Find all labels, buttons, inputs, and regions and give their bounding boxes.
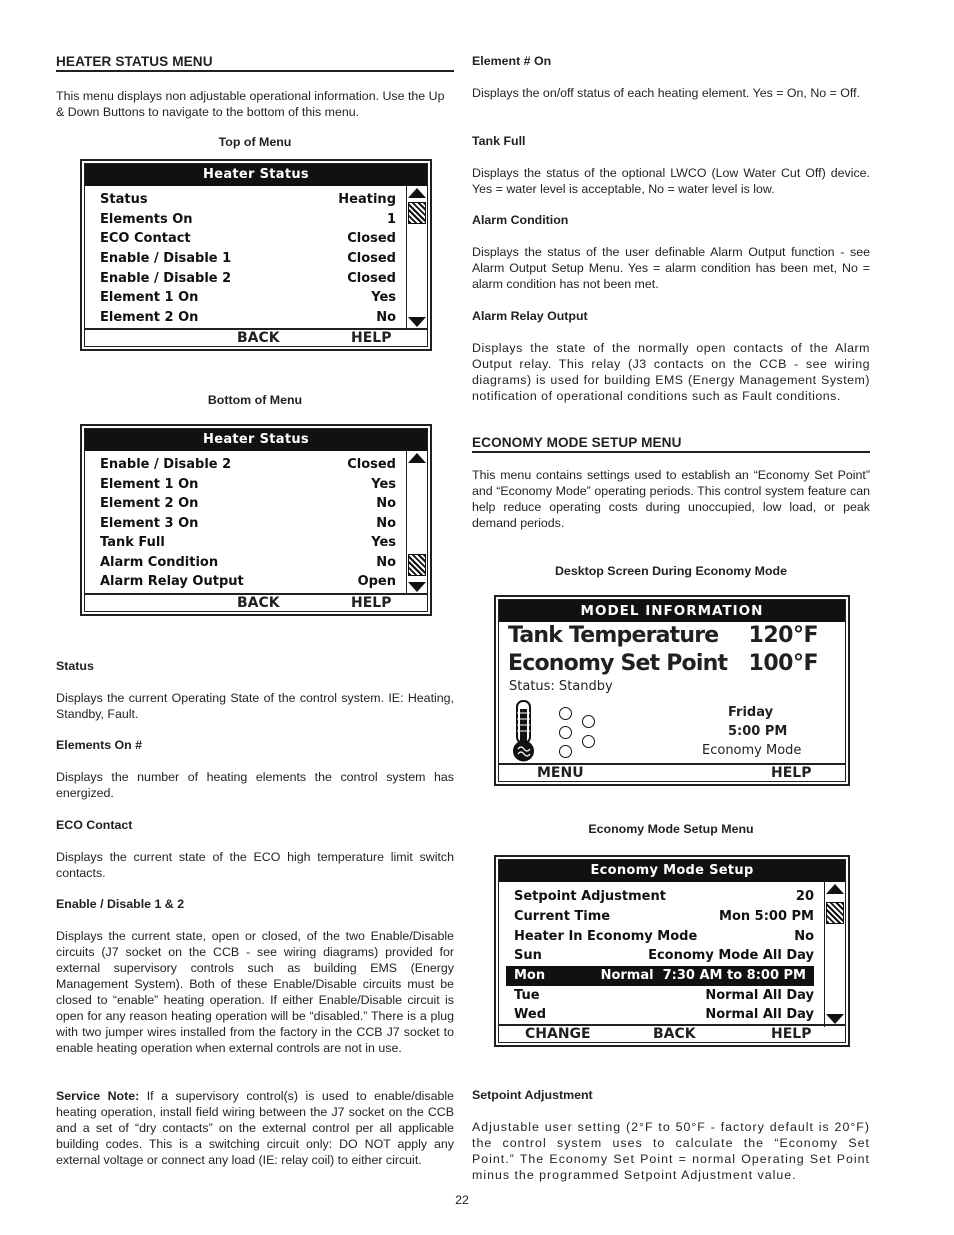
elements-heading: Elements On # — [56, 738, 143, 752]
scroll-down-icon[interactable] — [408, 317, 426, 327]
menu-row[interactable] — [100, 269, 396, 289]
alarm-condition-paragraph: Displays the status of the user definable Alarm Output function - see Alarm Output Setup Menu. Yes = alarm condition has been met, No = alarm condition has not been met. — [472, 245, 870, 291]
help-button[interactable]: HELP — [351, 330, 392, 346]
element-indicator-icon — [559, 707, 572, 720]
row-value: Normal All Day — [705, 1007, 814, 1022]
row-label: Mon — [514, 968, 546, 983]
row-label: Alarm Relay Output — [100, 574, 244, 589]
row-label: Tue — [514, 988, 540, 1003]
row-label: Element 1 On — [100, 290, 199, 305]
screen-footer — [499, 1024, 845, 1042]
eco-contact-heading: ECO Contact — [56, 818, 133, 832]
screen-footer — [85, 593, 427, 611]
row-label: Alarm Condition — [100, 555, 219, 570]
tank-full-heading: Tank Full — [472, 134, 526, 148]
row-value: Mon 5:00 PM — [719, 909, 814, 924]
help-button[interactable]: HELP — [771, 765, 812, 781]
screen-title: MODEL INFORMATION — [499, 600, 845, 622]
caption-top-of-menu: Top of Menu — [218, 135, 292, 149]
menu-row[interactable] — [100, 190, 396, 210]
economy-mode-heading: ECONOMY MODE SETUP MENU — [472, 435, 682, 450]
row-value: Economy Mode All Day — [648, 948, 814, 963]
menu-row[interactable] — [100, 308, 396, 328]
menu-row[interactable] — [100, 514, 396, 534]
row-value: Closed — [347, 457, 396, 472]
back-button[interactable]: BACK — [237, 330, 280, 346]
menu-button[interactable]: MENU — [537, 765, 584, 781]
element-indicator-icon — [559, 726, 572, 739]
alarm-condition-heading: Alarm Condition — [472, 213, 569, 227]
scrollbar[interactable] — [824, 882, 844, 1027]
scroll-down-icon[interactable] — [408, 582, 426, 592]
page-number: 22 — [455, 1193, 469, 1207]
alarm-relay-heading: Alarm Relay Output — [472, 309, 588, 323]
row-label: Sun — [514, 948, 542, 963]
menu-row[interactable] — [514, 986, 814, 1006]
elements-paragraph: Displays the number of heating elements the control system has energized. — [56, 770, 454, 800]
setpoint-adjustment-paragraph: Adjustable user setting (2°F to 50°F - factory default is 20°F) the control system uses to calculate the “Economy Set Point.” The Economy Set Point = normal Operating Set Point minus the programmed Setpoint Adjustment value. — [472, 1120, 870, 1182]
menu-row[interactable] — [514, 1005, 814, 1025]
menu-row[interactable] — [100, 455, 396, 475]
time-text: 5:00 PM — [728, 724, 788, 739]
row-value: No — [376, 496, 396, 511]
row-label: Heater In Economy Mode — [514, 929, 698, 944]
row-value: Heating — [338, 192, 396, 207]
row-label: Setpoint Adjustment — [514, 889, 666, 904]
caption-bottom-of-menu: Bottom of Menu — [207, 393, 303, 407]
row-label: Element 2 On — [100, 310, 199, 325]
row-label: Element 1 On — [100, 477, 199, 492]
tank-temperature-value: 120°F — [748, 623, 818, 648]
status-heading: Status — [56, 659, 94, 673]
menu-row[interactable] — [100, 249, 396, 269]
element-indicator-icon — [582, 735, 595, 748]
help-button[interactable]: HELP — [351, 595, 392, 611]
heater-status-heading: HEATER STATUS MENU — [56, 54, 213, 69]
back-button[interactable]: BACK — [237, 595, 280, 611]
menu-row[interactable] — [100, 475, 396, 495]
row-value: Normal All Day — [705, 988, 814, 1003]
scroll-down-icon[interactable] — [826, 1014, 844, 1024]
heater-status-screen-top — [80, 159, 432, 351]
enable-disable-heading: Enable / Disable 1 & 2 — [56, 897, 185, 911]
screen-title: Heater Status — [85, 429, 427, 451]
row-label: Element 2 On — [100, 496, 199, 511]
scroll-up-icon[interactable] — [408, 453, 426, 463]
status-paragraph: Displays the current Operating State of the control system. IE: Heating, Standby, Fault. — [56, 691, 454, 721]
service-note-text: If a supervisory control(s) is used to enable/disable heating operation, install field wiring between the J7 socket on the CCB and a set of “dry contacts” on the external control per all applicable building codes. This is a switching circuit only: DO NOT apply any external voltage or connect any load (IE: relay coil) to either circuit. — [56, 1089, 454, 1167]
row-label: ECO Contact — [100, 231, 191, 246]
tank-temperature-label: Tank Temperature — [508, 623, 719, 648]
menu-row[interactable] — [100, 494, 396, 514]
eco-contact-paragraph: Displays the current state of the ECO high temperature limit switch contacts. — [56, 850, 454, 880]
row-value: Open — [357, 574, 396, 589]
row-value: Closed — [347, 251, 396, 266]
screen-title: Heater Status — [85, 164, 427, 186]
scrollbar[interactable] — [406, 186, 426, 330]
mode-text: Economy Mode — [702, 743, 802, 758]
row-value: Yes — [371, 477, 396, 492]
economy-setup-screen — [494, 855, 850, 1047]
row-label: Status — [100, 192, 148, 207]
menu-row[interactable] — [514, 887, 814, 907]
element-on-heading: Element # On — [472, 54, 552, 68]
change-button[interactable]: CHANGE — [525, 1026, 591, 1042]
row-value: Closed — [347, 231, 396, 246]
row-label: Elements On — [100, 212, 193, 227]
screen-footer — [499, 763, 845, 781]
menu-row-selected[interactable] — [506, 966, 814, 986]
row-value: No — [376, 516, 396, 531]
screen-footer — [85, 328, 427, 346]
element-indicator-icon — [559, 745, 572, 758]
element-indicator-icon — [582, 715, 595, 728]
setpoint-adjustment-heading: Setpoint Adjustment — [472, 1088, 593, 1102]
scroll-thumb[interactable] — [826, 902, 844, 924]
economy-set-point-value: 100°F — [748, 651, 818, 676]
element-on-paragraph: Displays the on/off status of each heating element. Yes = On, No = Off. — [472, 86, 861, 100]
row-label: Element 3 On — [100, 516, 199, 531]
menu-row[interactable] — [100, 229, 396, 249]
screen-title: Economy Mode Setup — [499, 860, 845, 882]
menu-row[interactable] — [514, 927, 814, 947]
row-label: Enable / Disable 2 — [100, 271, 232, 286]
status-text: Status: Standby — [509, 679, 613, 694]
alarm-relay-paragraph: Displays the state of the normally open contacts of the Alarm Output relay. This relay (J3 contacts on the CCB - see wiring diagrams) is used for building EMS (Energy Management System) notification of operational conditions such as Fault conditions. — [472, 341, 870, 403]
menu-row[interactable] — [100, 288, 396, 308]
menu-row[interactable] — [100, 533, 396, 553]
heading-rule — [56, 70, 454, 72]
thermometer-icon — [510, 699, 538, 763]
row-value: 20 — [795, 889, 814, 904]
row-value: No — [794, 929, 814, 944]
row-label: Enable / Disable 2 — [100, 457, 232, 472]
menu-row[interactable] — [514, 946, 814, 966]
row-label: Tank Full — [100, 535, 165, 550]
enable-disable-paragraph: Displays the current state, open or closed, of the two Enable/Disable circuits (J7 socket on the CCB - see wiring diagrams) provided for external supervisory controls such as building EMS (Energy Management System). Both of these Enable/Disable circuits must be closed to “enable” heating operation. If either Enable/Disable circuit is open for any reason heating operation will be “disabled.” There is a plug with two jumper wires installed from the factory in the CCB J7 socket to enable heating operation when external controls are not in use. — [56, 929, 454, 1055]
row-value: Yes — [371, 290, 396, 305]
tank-full-paragraph: Displays the status of the optional LWCO (Low Water Cut Off) device. Yes = water level is acceptable, No = water level is low. — [472, 166, 870, 196]
scroll-up-icon[interactable] — [408, 188, 426, 198]
service-note-label: Service Note: — [56, 1089, 140, 1103]
desktop-screen — [494, 595, 850, 786]
menu-row[interactable] — [514, 907, 814, 927]
row-value: No — [376, 555, 396, 570]
day-text: Friday — [728, 705, 774, 720]
scroll-thumb[interactable] — [408, 202, 426, 224]
intro-paragraph: This menu displays non adjustable operational information. Use the Up & Down Buttons to navigate to the bottom of this menu. — [56, 89, 445, 119]
scroll-thumb[interactable] — [408, 554, 426, 576]
row-value: 1 — [386, 212, 396, 227]
caption-desktop-screen: Desktop Screen During Economy Mode — [554, 564, 788, 578]
scroll-up-icon[interactable] — [826, 884, 844, 894]
heater-status-screen-bottom — [80, 424, 432, 616]
row-value: Yes — [371, 535, 396, 550]
economy-set-point-label: Economy Set Point — [508, 651, 728, 676]
help-button[interactable]: HELP — [771, 1026, 812, 1042]
row-value: No — [376, 310, 396, 325]
back-button[interactable]: BACK — [653, 1026, 696, 1042]
menu-row[interactable] — [100, 553, 396, 573]
menu-row[interactable] — [100, 210, 396, 230]
economy-intro-paragraph: This menu contains settings used to establish an “Economy Set Point” and “Economy Mode” operating periods. This control system feature can help reduce operating costs during unoccupied, low load, or peak demand periods. — [472, 468, 870, 530]
service-note-paragraph — [56, 1088, 454, 1168]
row-value: Normal 7:30 AM to 8:00 PM — [600, 968, 806, 983]
row-value: Closed — [347, 271, 396, 286]
row-label: Current Time — [514, 909, 611, 924]
row-label: Enable / Disable 1 — [100, 251, 232, 266]
scrollbar[interactable] — [406, 451, 426, 595]
heading-rule — [472, 451, 870, 453]
caption-economy-setup: Economy Mode Setup Menu — [588, 822, 754, 836]
row-label: Wed — [514, 1007, 546, 1022]
menu-row[interactable] — [100, 572, 396, 592]
